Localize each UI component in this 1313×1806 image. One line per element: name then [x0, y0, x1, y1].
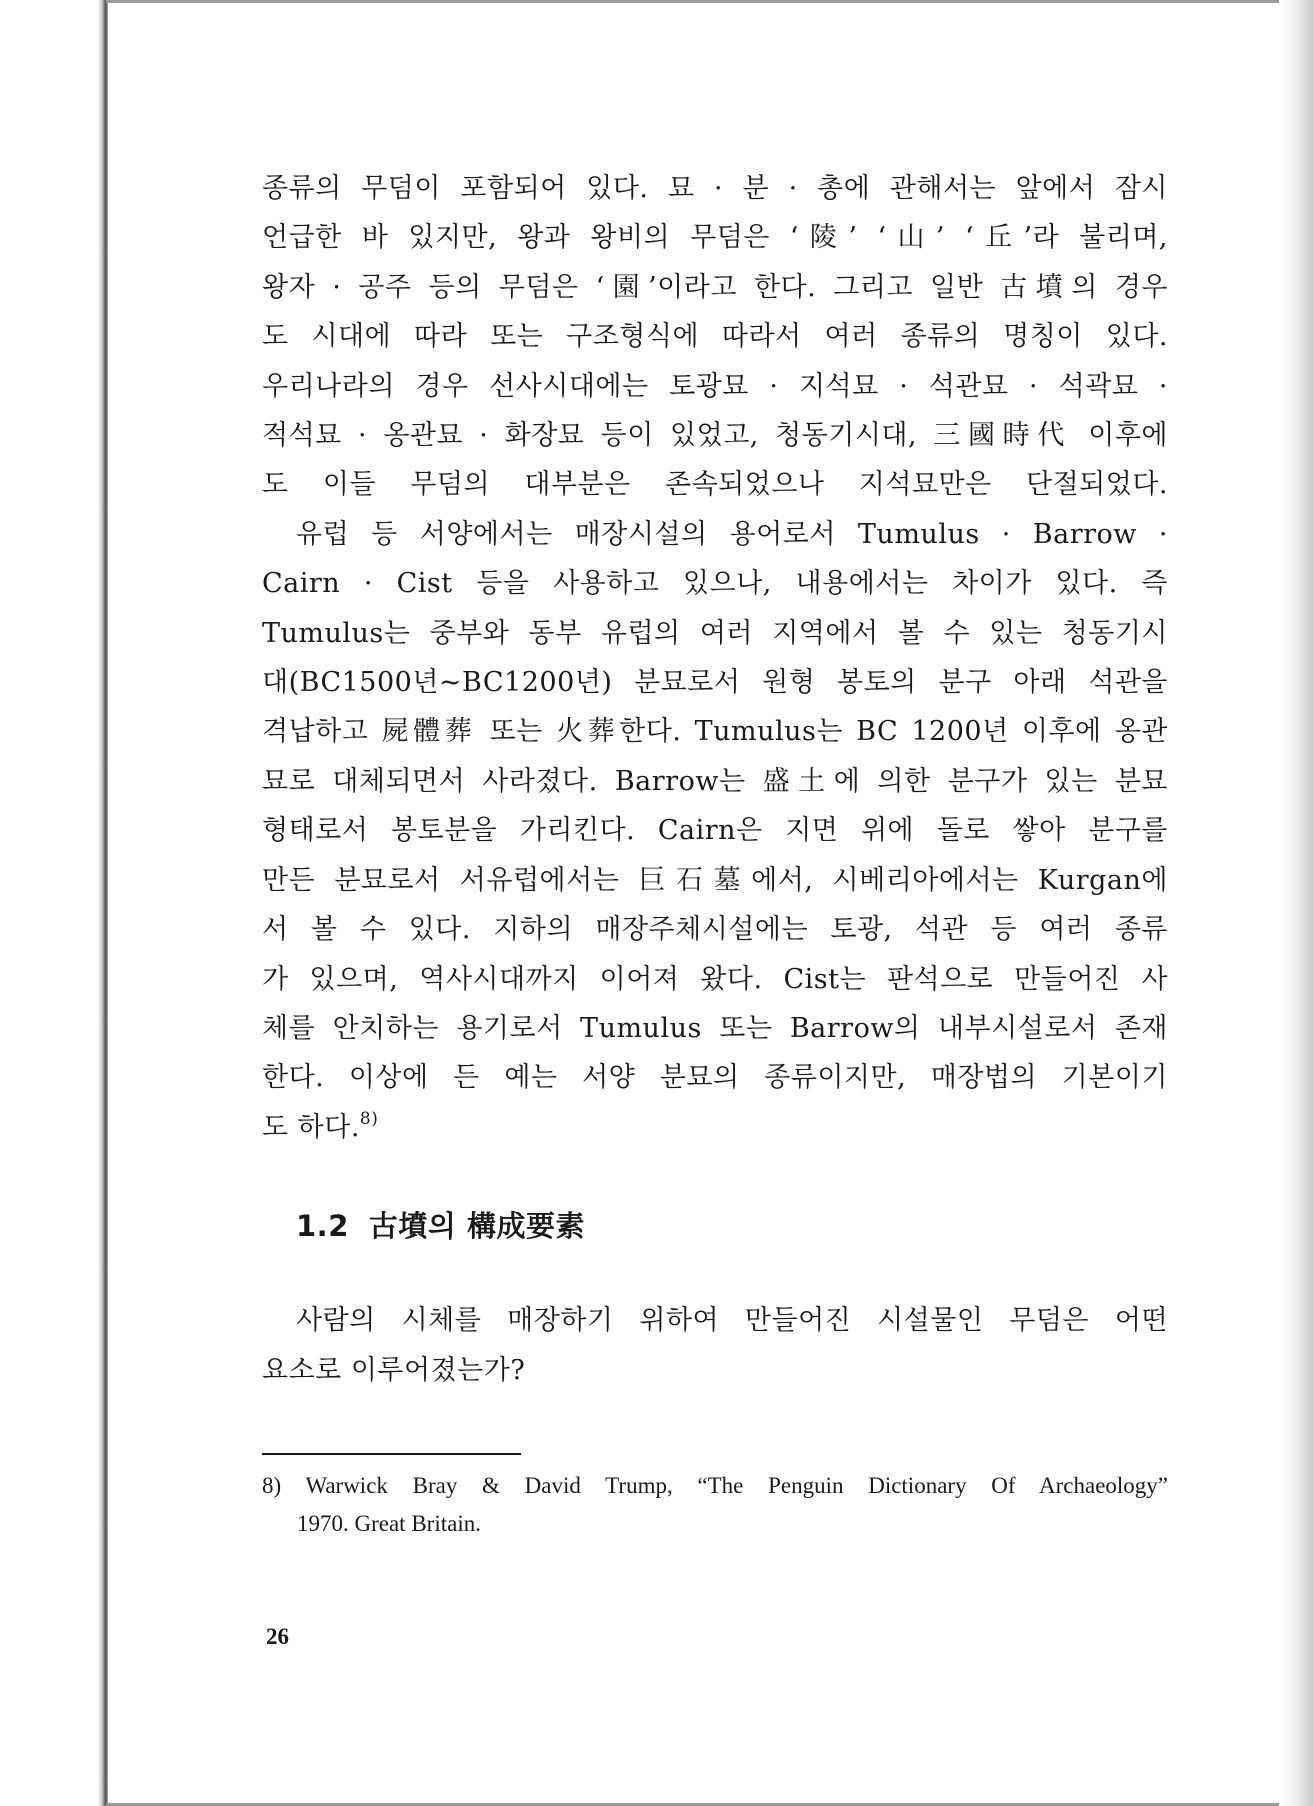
- footnote-line: 8) Warwick Bray & David Trump, “The Penguin Dictionary Of Archaeology”: [262, 1472, 1168, 1498]
- text-line: 우리나라의 경우 선사시대에는 토광묘 · 지석묘 · 석관묘 · 석곽묘 ·: [262, 370, 1168, 402]
- paragraph-3: [262, 1296, 1168, 1395]
- text-line: 체를 안치하는 용기로서 Tumulus 또는 Barrow의 내부시설로서 존재: [262, 1012, 1168, 1044]
- page-left-edge: [0, 0, 108, 1806]
- page-top-edge: [106, 0, 1286, 3]
- text-line: 만든 분묘로서 서유럽에서는 巨石墓에서, 시베리아에서는 Kurgan에: [262, 864, 1168, 896]
- section-number: 1.2: [296, 1209, 349, 1244]
- text-line: 종류의 무덤이 포함되어 있다. 묘 · 분 · 총에 관해서는 앞에서 잠시: [262, 173, 1168, 204]
- footnote-line: 1970. Great Britain.: [297, 1510, 481, 1536]
- text-line: 도 하다.: [262, 1111, 360, 1143]
- spacer: [262, 1246, 1168, 1296]
- text-line: Cairn · Cist 등을 사용하고 있으나, 내용에서는 차이가 있다. 즉: [262, 568, 1168, 600]
- spacer: [262, 1395, 1168, 1453]
- text-line: 격납하고 屍體葬 또는 火葬한다. Tumulus는 BC 1200년 이후에 옹관: [262, 716, 1168, 748]
- paragraph-1: [262, 164, 1168, 510]
- footnote: [262, 1467, 1168, 1543]
- page-number: 26: [266, 1624, 289, 1649]
- text-line: 유럽 등 서양에서는 매장시설의 용어로서 Tumulus · Barrow ·: [296, 518, 1168, 550]
- page-content: [262, 164, 1168, 1543]
- text-line: Tumulus는 중부와 동부 유럽의 여러 지역에서 볼 수 있는 청동기시: [262, 617, 1168, 649]
- text-line: 요소로 이루어졌는가?: [262, 1354, 526, 1386]
- page-right-edge: [1279, 0, 1313, 1806]
- footnote-reference[interactable]: 8): [359, 1108, 379, 1129]
- section-title: 古墳의 構成要素: [368, 1209, 585, 1244]
- text-line: 가 있으며, 역사시대까지 이어져 왔다. Cist는 판석으로 만들어진 사: [262, 963, 1168, 995]
- text-line: 왕자 · 공주 등의 무덤은 ‘園’이라고 한다. 그리고 일반 古墳의 경우: [262, 271, 1168, 303]
- text-line: 한다. 이상에 든 예는 서양 분묘의 종류이지만, 매장법의 기본이기: [262, 1062, 1168, 1094]
- text-line: 언급한 바 있지만, 왕과 왕비의 무덤은 ‘陵’ ‘山’ ‘丘’라 불리며,: [262, 222, 1168, 254]
- paragraph-2: [262, 510, 1168, 1152]
- text-line: 적석묘 · 옹관묘 · 화장묘 등이 있었고, 청동기시대, 三國時代 이후에: [262, 420, 1168, 452]
- text-line: 묘로 대체되면서 사라졌다. Barrow는 盛土에 의한 분구가 있는 분묘: [262, 765, 1168, 797]
- text-line-last: [262, 1103, 1168, 1152]
- spacer: [262, 1455, 1168, 1467]
- section-heading: [262, 1206, 1168, 1246]
- text-line: 대(BC1500년~BC1200년) 분묘로서 원형 봉토의 분구 아래 석관을: [262, 667, 1168, 699]
- text-line: 도 이들 무덤의 대부분은 존속되었으나 지석묘만은 단절되었다.: [262, 469, 1168, 501]
- text-line: 서 볼 수 있다. 지하의 매장주체시설에는 토광, 석관 등 여러 종류: [262, 914, 1168, 946]
- text-line: 도 시대에 따라 또는 구조형식에 따라서 여러 종류의 명칭이 있다.: [262, 321, 1168, 353]
- text-line: 형태로서 봉토분을 가리킨다. Cairn은 지면 위에 돌로 쌓아 분구를: [262, 815, 1168, 847]
- text-line: 사람의 시체를 매장하기 위하여 만들어진 시설물인 무덤은 어떤: [296, 1305, 1168, 1337]
- spacer: [262, 1152, 1168, 1206]
